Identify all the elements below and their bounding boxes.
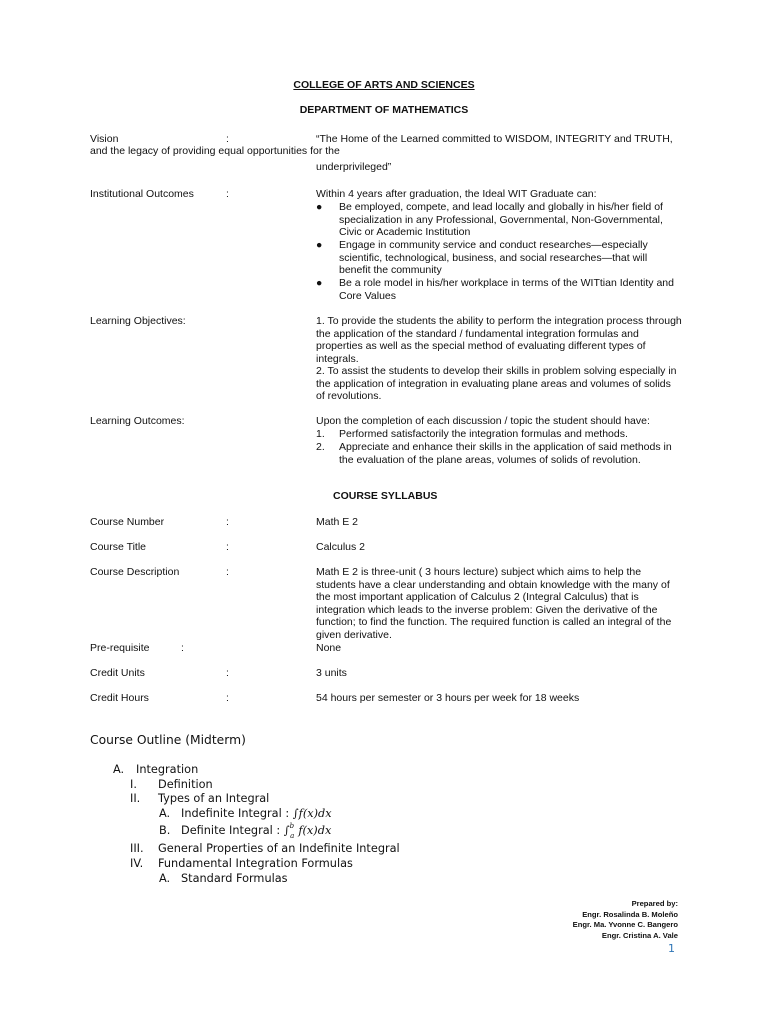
outline-marker: I. [130,778,137,791]
indefinite-integral-label: Indefinite Integral : [181,807,290,820]
outline-label: Definition [158,778,213,791]
vision-colon: : [226,133,229,145]
credit-units-label: Credit Units [90,667,145,679]
integral-sign: ∫ [283,824,290,837]
indefinite-integral-formula: ∫f(x)dx [292,807,332,820]
outline-marker: A. [159,807,171,820]
course-number-label: Course Number [90,516,165,528]
outline-item-a [113,763,199,778]
definite-integral-label: Definite Integral : [181,824,281,837]
credit-units-colon: : [226,667,229,679]
learning-objectives-text-2: 2. To assist the students to develop their skills in problem solving especially in the application of integration in evaluating plane areas and volumes of solids of revolutions. [316,365,677,403]
course-description-label: Course Description [90,566,180,578]
preparer-name: Engr. Cristina A. Vale [601,931,678,940]
course-description-colon: : [226,566,229,578]
outcome-text: Be employed, compete, and lead locally and globally in his/her field of specialization in any Professional, Governmental, Non-Governmental, Civic or Academic Institution [339,201,663,239]
outline-marker: III. [130,842,144,855]
outline-label: Types of an Integral [158,792,270,805]
outline-item-ii [130,792,270,807]
prerequisite-label: Pre-requisite [90,642,150,654]
outline-item-ii-b [159,822,332,840]
outline-label: General Properties of an Indefinite Integral [158,842,400,855]
institutional-outcomes-colon: : [226,188,229,200]
lower-limit: a [290,832,295,840]
definite-integral-formula [283,822,332,840]
vision-line-1: “The Home of the Learned committed to WISDOM, INTEGRITY and TRUTH, [316,133,673,145]
outline-label: Standard Formulas [181,872,288,885]
vision-line-3: underprivileged” [316,161,392,173]
list-number: 2. [316,441,325,453]
learning-outcomes-label: Learning Outcomes: [90,415,185,427]
outline-marker: IV. [130,857,144,870]
outline-label: Integration [136,763,199,776]
credit-units-value: 3 units [316,667,347,679]
outline-item-i [130,778,213,793]
preparer-name: Engr. Ma. Yvonne C. Bangero [572,920,678,929]
bullet-icon: ● [316,201,323,213]
college-heading: COLLEGE OF ARTS AND SCIENCES [293,79,475,91]
outline-item-iii [130,842,400,857]
learning-outcomes-intro: Upon the completion of each discussion / topic the student should have: [316,415,650,427]
course-description-value: Math E 2 is three-unit ( 3 hours lecture) subject which aims to help the students have a clear understanding and obtain knowledge with the many of the most important application of Calculus 2 (Integral Calculus) that is integration which leads to the inverse problem: Given the derivative of the function; to find the function. The required function is called an integral of the given derivative. [316,566,672,641]
course-number-colon: : [226,516,229,528]
institutional-outcomes-intro: Within 4 years after graduation, the Ideal WIT Graduate can: [316,188,597,200]
definite-integrand: f(x)dx [298,824,332,837]
list-text: Performed satisfactorily the integration formulas and methods. [339,428,628,440]
outline-label: Fundamental Integration Formulas [158,857,353,870]
outline-marker: II. [130,792,141,805]
prerequisite-colon: : [181,642,184,654]
preparer-name: Engr. Rosalinda B. Moleño [582,910,678,919]
upper-limit: b [289,822,295,830]
bullet-icon: ● [316,239,323,251]
outline-item-ii-a [159,807,332,822]
department-heading: DEPARTMENT OF MATHEMATICS [299,104,469,116]
outline-label [181,807,332,822]
credit-hours-value: 54 hours per semester or 3 hours per week for 18 weeks [316,692,580,704]
syllabus-title: COURSE SYLLABUS [333,490,438,502]
vision-line-2: and the legacy of providing equal opportunities for the [90,145,340,157]
course-title-colon: : [226,541,229,553]
learning-objectives-label: Learning Objectives: [90,315,186,327]
page-number: 1 [668,942,675,955]
outcome-text: Be a role model in his/her workplace in terms of the WITtian Identity and Core Values [339,277,674,302]
credit-hours-label: Credit Hours [90,692,149,704]
course-title-label: Course Title [90,541,147,553]
institutional-outcomes-label: Institutional Outcomes [90,188,194,200]
outcome-text: Engage in community service and conduct researches—especially scientific, technological, business, and social researches—that will benefit the community [339,239,648,277]
prerequisite-value: None [316,642,342,654]
outline-item-iv [130,857,353,872]
bullet-icon: ● [316,277,323,289]
course-outline-title: Course Outline (Midterm) [90,733,246,747]
outline-label [181,824,331,840]
course-number-value: Math E 2 [316,516,359,528]
outline-marker: A. [159,872,171,885]
course-title-value: Calculus 2 [316,541,366,553]
list-number: 1. [316,428,325,440]
outline-marker: A. [113,763,125,776]
list-text: Appreciate and enhance their skills in the application of said methods in the evaluation of the plane areas, volumes of solids of revolution. [339,441,672,466]
credit-hours-colon: : [226,692,229,704]
learning-objectives-text-1: 1. To provide the students the ability to perform the integration process through the application of the standard / fundamental integration formulas and properties as well as the special method of evaluating different types of integrals. [316,315,682,365]
prepared-by-label: Prepared by: [631,899,678,908]
outline-item-iv-a [159,872,288,887]
vision-label: Vision [90,133,119,145]
outline-marker: B. [159,824,171,837]
